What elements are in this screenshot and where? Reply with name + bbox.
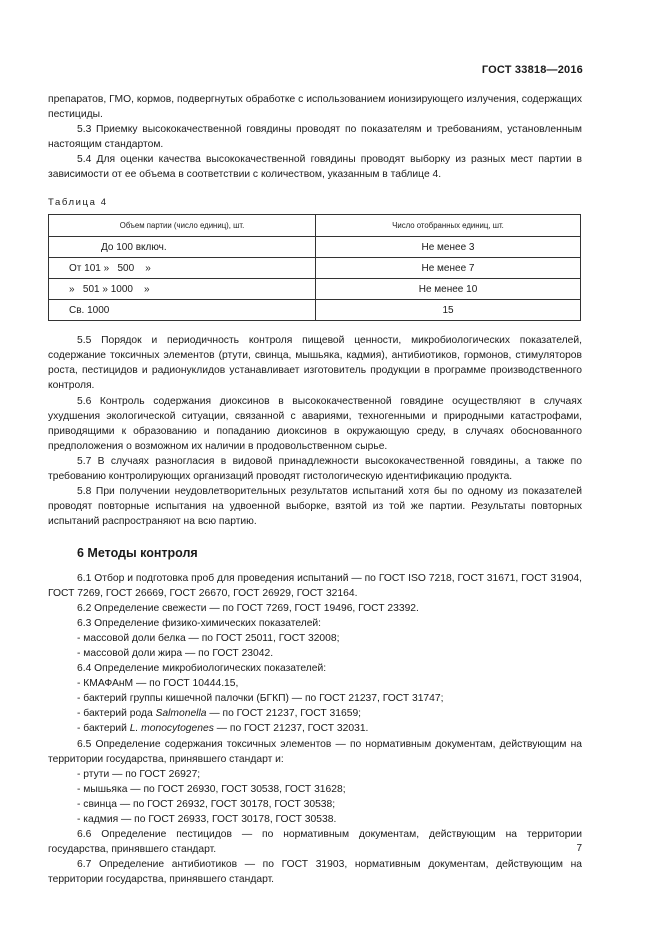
section-6-title: 6 Методы контроля <box>77 545 198 560</box>
table-row <box>49 258 581 279</box>
list-item <box>48 706 582 721</box>
paragraph-5-8: 5.8 При получении неудовлетворительных результатов испытаний хотя бы по одному из показателей проводят повторные испытания на удвоенной выборке, взятой из той же партии. Результаты повторных испытаний распространяют на всю партию. <box>48 485 582 527</box>
list-item: - КМАФАнМ — по ГОСТ 10444.15, <box>77 678 239 690</box>
list-item-text: - бактерий рода <box>77 708 156 720</box>
organism-name: Salmonella <box>155 708 207 720</box>
list-item: - мышьяка — по ГОСТ 26930, ГОСТ 30538, ГОСТ 31628; <box>77 783 346 795</box>
table-cell-sample-count: Не менее 3 <box>316 237 581 258</box>
table-header-row <box>49 215 581 237</box>
list-item: - бактерий группы кишечной палочки (БГКП) — по ГОСТ 21237, ГОСТ 31747; <box>77 693 444 705</box>
table-row <box>49 300 581 321</box>
paragraph-continued: препаратов, ГМО, кормов, подвергнутых обработке с использованием ионизирующего излучения, содержащих пестициды. <box>48 94 582 121</box>
list-item: - массовой доли жира — по ГОСТ 23042. <box>77 648 274 660</box>
paragraph-5-7: 5.7 В случаях разногласия в видовой принадлежности высококачественной говядины, а также по требованию контролирующих организаций проводят гистологическую идентификацию продукта. <box>48 455 582 482</box>
paragraph-5-3: 5.3 Приемку высококачественной говядины проводят по показателям и требованиям, установленным настоящим стандартом. <box>48 124 582 151</box>
table-header-sample-count: Число отобранных единиц, шт. <box>316 215 581 237</box>
table-cell-sample-count: Не менее 7 <box>316 258 581 279</box>
table-row <box>49 279 581 300</box>
paragraph-6-1: 6.1 Отбор и подготовка проб для проведения испытаний — по ГОСТ ISO 7218, ГОСТ 31671, ГОСТ 31904, ГОСТ 7269, ГОСТ 26669, ГОСТ 26670, ГОСТ 26929, ГОСТ 32164. <box>48 572 582 600</box>
table-cell-lot-size: Св. 1000 <box>49 300 316 321</box>
table-title: Таблица 4 <box>48 197 108 209</box>
paragraph-5-5: 5.5 Порядок и периодичность контроля пищевой ценности, микробиологических показателей, содержание токсичных элементов (ртути, свинца, мышьяка, кадмия), антибиотиков, гормонов, стимуляторов роста, пестицидов и радионуклидов устанавливает изготовитель продукции в программе производственного контроля. <box>48 335 582 392</box>
list-item <box>48 721 582 736</box>
list-item: - свинца — по ГОСТ 26932, ГОСТ 30178, ГОСТ 30538; <box>77 798 336 810</box>
table-cell-sample-count: Не менее 10 <box>316 279 581 300</box>
sampling-table <box>48 214 581 321</box>
document-code-header: ГОСТ 33818—2016 <box>481 64 583 76</box>
paragraph-6-3: 6.3 Определение физико-химических показателей: <box>77 618 322 630</box>
table-cell-sample-count: 15 <box>316 300 581 321</box>
paragraph-5-4: 5.4 Для оценки качества высококачественной говядины проводят выборку из разных мест партии в зависимости от ее объема в соответствии с количеством, указанным в таблице 4. <box>48 154 582 181</box>
list-item: - кадмия — по ГОСТ 26933, ГОСТ 30178, ГОСТ 30538. <box>77 813 337 825</box>
list-item-text: - бактерий <box>77 723 130 735</box>
table-cell-lot-size: До 100 включ. <box>49 237 316 258</box>
table-header-lot-size: Объем партии (число единиц), шт. <box>49 215 316 237</box>
organism-name: L. monocytogenes <box>129 723 214 735</box>
list-item-text: — по ГОСТ 21237, ГОСТ 32031. <box>213 723 369 735</box>
list-item: - массовой доли белка — по ГОСТ 25011, ГОСТ 32008; <box>77 633 340 645</box>
list-item: - ртути — по ГОСТ 26927; <box>77 768 201 780</box>
paragraph-6-2: 6.2 Определение свежести — по ГОСТ 7269, ГОСТ 19496, ГОСТ 23392. <box>77 603 419 615</box>
paragraph-6-7: 6.7 Определение антибиотиков — по ГОСТ 31903, нормативным документам, действующим на территории государства, принявшего стандарт. <box>48 858 582 885</box>
paragraph-6-4: 6.4 Определение микробиологических показателей: <box>77 663 327 675</box>
document-body <box>48 92 582 887</box>
paragraph-5-6: 5.6 Контроль содержания диоксинов в высококачественной говядине осуществляют в случаях ухудшения экологической ситуации, связанной с авариями, техногенными и природными катастрофами, приводящими к образованию и попаданию диоксинов в окружающую среду, в случаях обоснованного предположения о возможном их наличии в продовольственном сырье. <box>48 395 582 452</box>
page-number: 7 <box>576 843 582 854</box>
list-item-text: — по ГОСТ 21237, ГОСТ 31659; <box>206 708 362 720</box>
table-cell-lot-size: » 501 » 1000 » <box>49 279 316 300</box>
table-row <box>49 237 581 258</box>
paragraph-6-6: 6.6 Определение пестицидов — по нормативным документам, действующим на территории государства, принявшего стандарт. <box>48 828 582 855</box>
paragraph-6-5: 6.5 Определение содержания токсичных элементов — по нормативным документам, действующим на территории государства, принявшего стандарт и: <box>48 738 582 765</box>
table-cell-lot-size: От 101 » 500 » <box>49 258 316 279</box>
